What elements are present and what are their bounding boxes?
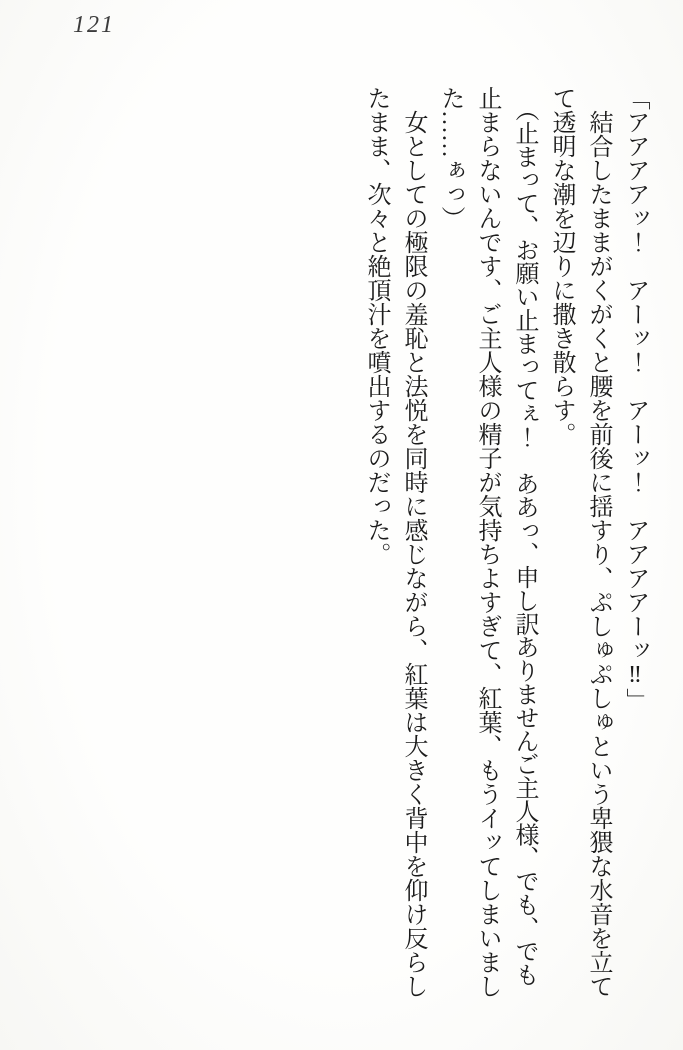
text-column: 結合したままがくがくと腰を前後に揺すり、ぷしゅぷしゅという卑猥な水音を立て bbox=[585, 86, 611, 998]
text-column: て透明な潮を辺りに撒き散らす。 bbox=[548, 86, 574, 446]
text-column: た……ぁっ） bbox=[437, 86, 463, 230]
text-column: 止まらないんです、ご主人様の精子が気持ちよすぎて、紅葉、もうイッてしまいまし bbox=[474, 86, 500, 998]
body-text-block bbox=[357, 86, 653, 1036]
text-column: 女としての極限の羞恥と法悦を同時に感じながら、紅葉は大きく背中を仰け反らし bbox=[400, 86, 426, 998]
page-number: 121 bbox=[73, 12, 115, 38]
text-column: たまま、次々と絶頂汁を噴出するのだった。 bbox=[363, 86, 389, 566]
text-column: 「アアアアッ！ アーッ！ アーッ！ アアアアーッ‼」 bbox=[622, 86, 648, 712]
text-column: （止まって、お願い止まってぇ！ ああっ、申し訳ありませんご主人様、でも、でも bbox=[511, 86, 537, 986]
